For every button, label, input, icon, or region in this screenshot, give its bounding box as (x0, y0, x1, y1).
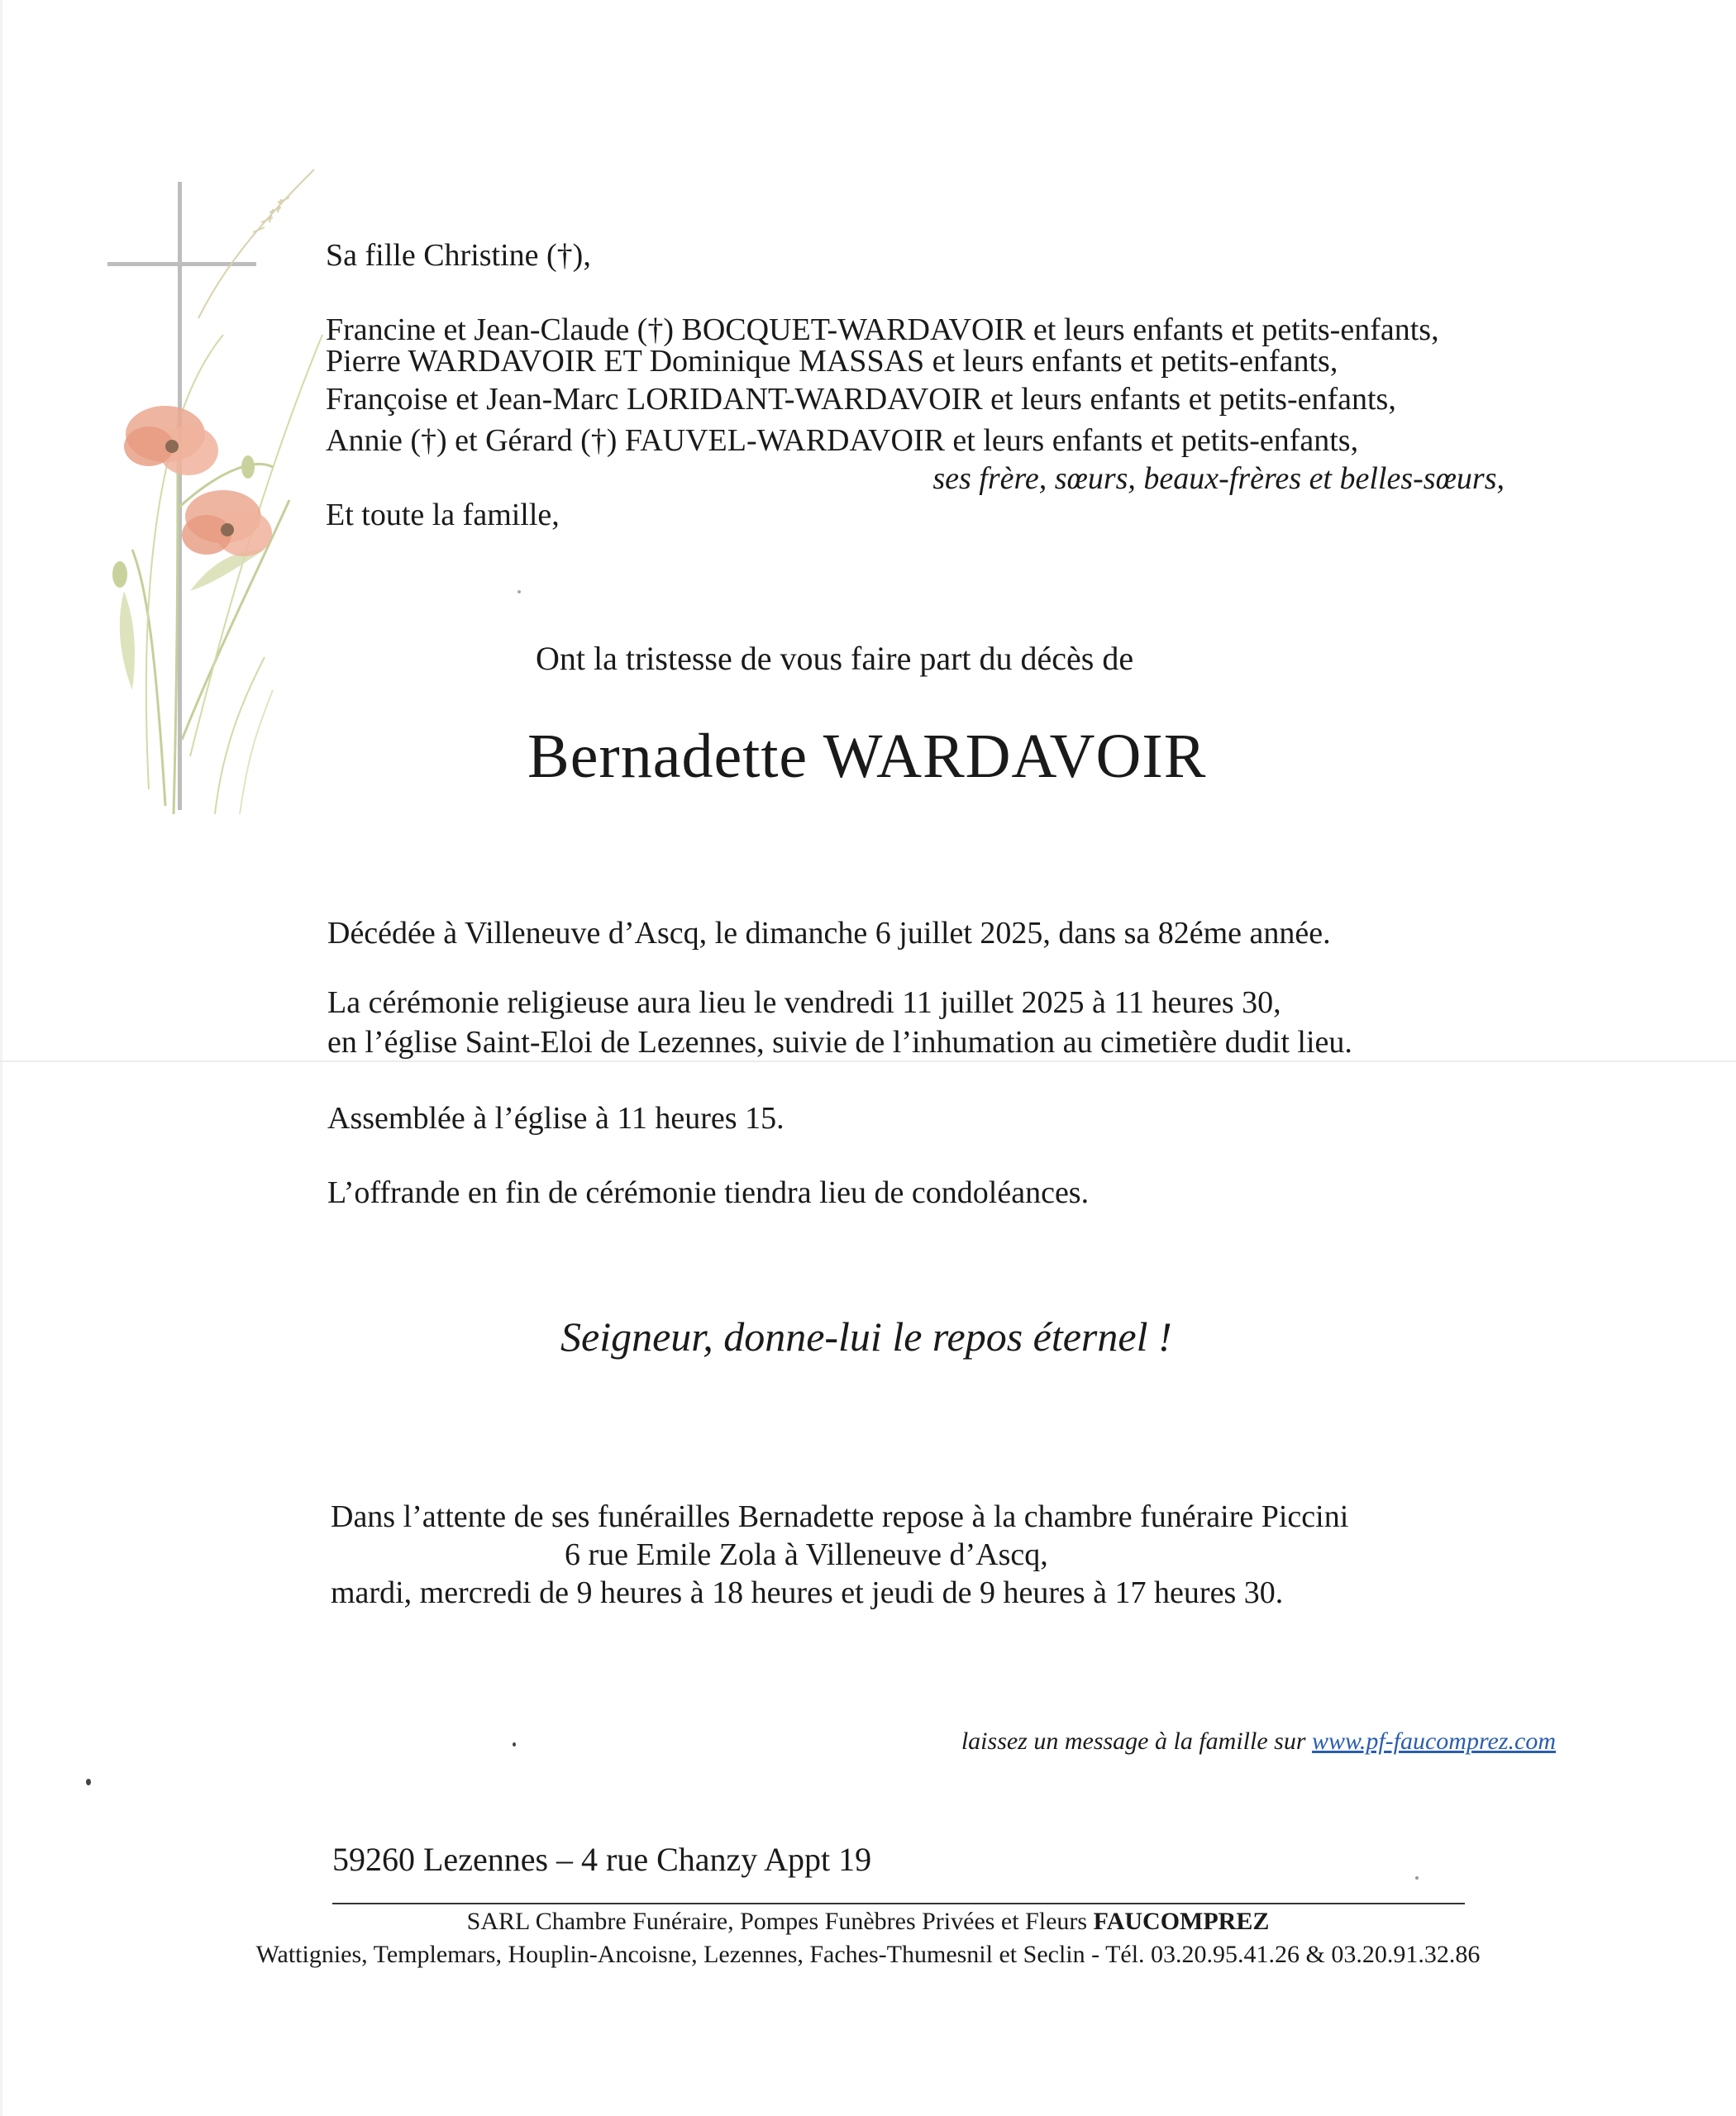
family-member-line: Annie (†) et Gérard (†) FAUVEL-WARDAVOIR et leurs enfants et petits-enfants, (326, 423, 1359, 458)
family-relation: ses frère, sœurs, beaux-frères et belles-sœurs, (932, 461, 1505, 496)
death-details: Décédée à Villeneuve d’Ascq, le dimanche 6 juillet 2025, dans sa 82éme année. (327, 916, 1331, 951)
ceremony-line-2: en l’église Saint-Eloi de Lezennes, suivie de l’inhumation au cimetière dudit lieu. (327, 1025, 1352, 1060)
announcement-intro: Ont la tristesse de vous faire part du décès de (536, 640, 1134, 677)
footer-towns: Wattignies, Templemars, Houplin-Ancoisne, Lezennes, Faches-Thumesnil et Seclin - Tél. 03.20.95.41.26 & 03.20.91.32.86 (255, 1941, 1481, 1968)
prayer-text: Seigneur, donne-lui le repos éternel ! (560, 1313, 1172, 1360)
message-line (961, 1728, 1556, 1756)
scan-edge (0, 0, 2, 2116)
scan-speck (1415, 1876, 1419, 1880)
family-line-daughter: Sa fille Christine (†), (326, 238, 591, 273)
cross-horizontal (107, 262, 256, 266)
visitation-line-2: 6 rue Emile Zola à Villeneuve d’Ascq, (565, 1537, 1048, 1572)
ceremony-line-1: La cérémonie religieuse aura lieu le vendredi 11 juillet 2025 à 11 heures 30, (327, 985, 1281, 1020)
poppy-bud (112, 561, 127, 588)
offering-note: L’offrande en fin de cérémonie tiendra lieu de condoléances. (327, 1175, 1090, 1210)
family-member-line: Pierre WARDAVOIR ET Dominique MASSAS et leurs enfants et petits-enfants, (326, 344, 1338, 379)
footer-divider (332, 1903, 1465, 1904)
poppy-flower-2 (182, 490, 272, 556)
message-prefix: laissez un message à la famille sur (961, 1728, 1306, 1755)
home-address: 59260 Lezennes – 4 rue Chanzy Appt 19 (332, 1841, 872, 1878)
family-member-line: Françoise et Jean-Marc LORIDANT-WARDAVOIR et leurs enfants et petits-enfants, (326, 382, 1396, 417)
poppy-bud (241, 455, 255, 479)
footer-company-name: FAUCOMPREZ (1093, 1908, 1270, 1935)
scan-speck (513, 1742, 516, 1747)
footer-company (0, 1908, 1736, 1936)
cross-poppies-illustration (99, 161, 364, 814)
poppy-flower-1 (124, 406, 218, 475)
family-member-line: Francine et Jean-Claude (†) BOCQUET-WARDAVOIR et leurs enfants et petits-enfants, (326, 312, 1439, 347)
family-all: Et toute la famille, (326, 498, 560, 532)
website-link[interactable]: www.pf-faucomprez.com (1312, 1728, 1556, 1755)
visitation-line-1: Dans l’attente de ses funérailles Bernadette repose à la chambre funéraire Piccini (331, 1499, 1349, 1534)
scan-speck (517, 590, 521, 593)
deceased-name: Bernadette WARDAVOIR (527, 722, 1207, 791)
scan-speck (86, 1779, 91, 1785)
assembly-time: Assemblée à l’église à 11 heures 15. (327, 1101, 785, 1136)
footer-company-prefix: SARL Chambre Funéraire, Pompes Funèbres Privées et Fleurs (466, 1908, 1088, 1935)
visitation-line-3: mardi, mercredi de 9 heures à 18 heures et jeudi de 9 heures à 17 heures 30. (331, 1575, 1284, 1610)
